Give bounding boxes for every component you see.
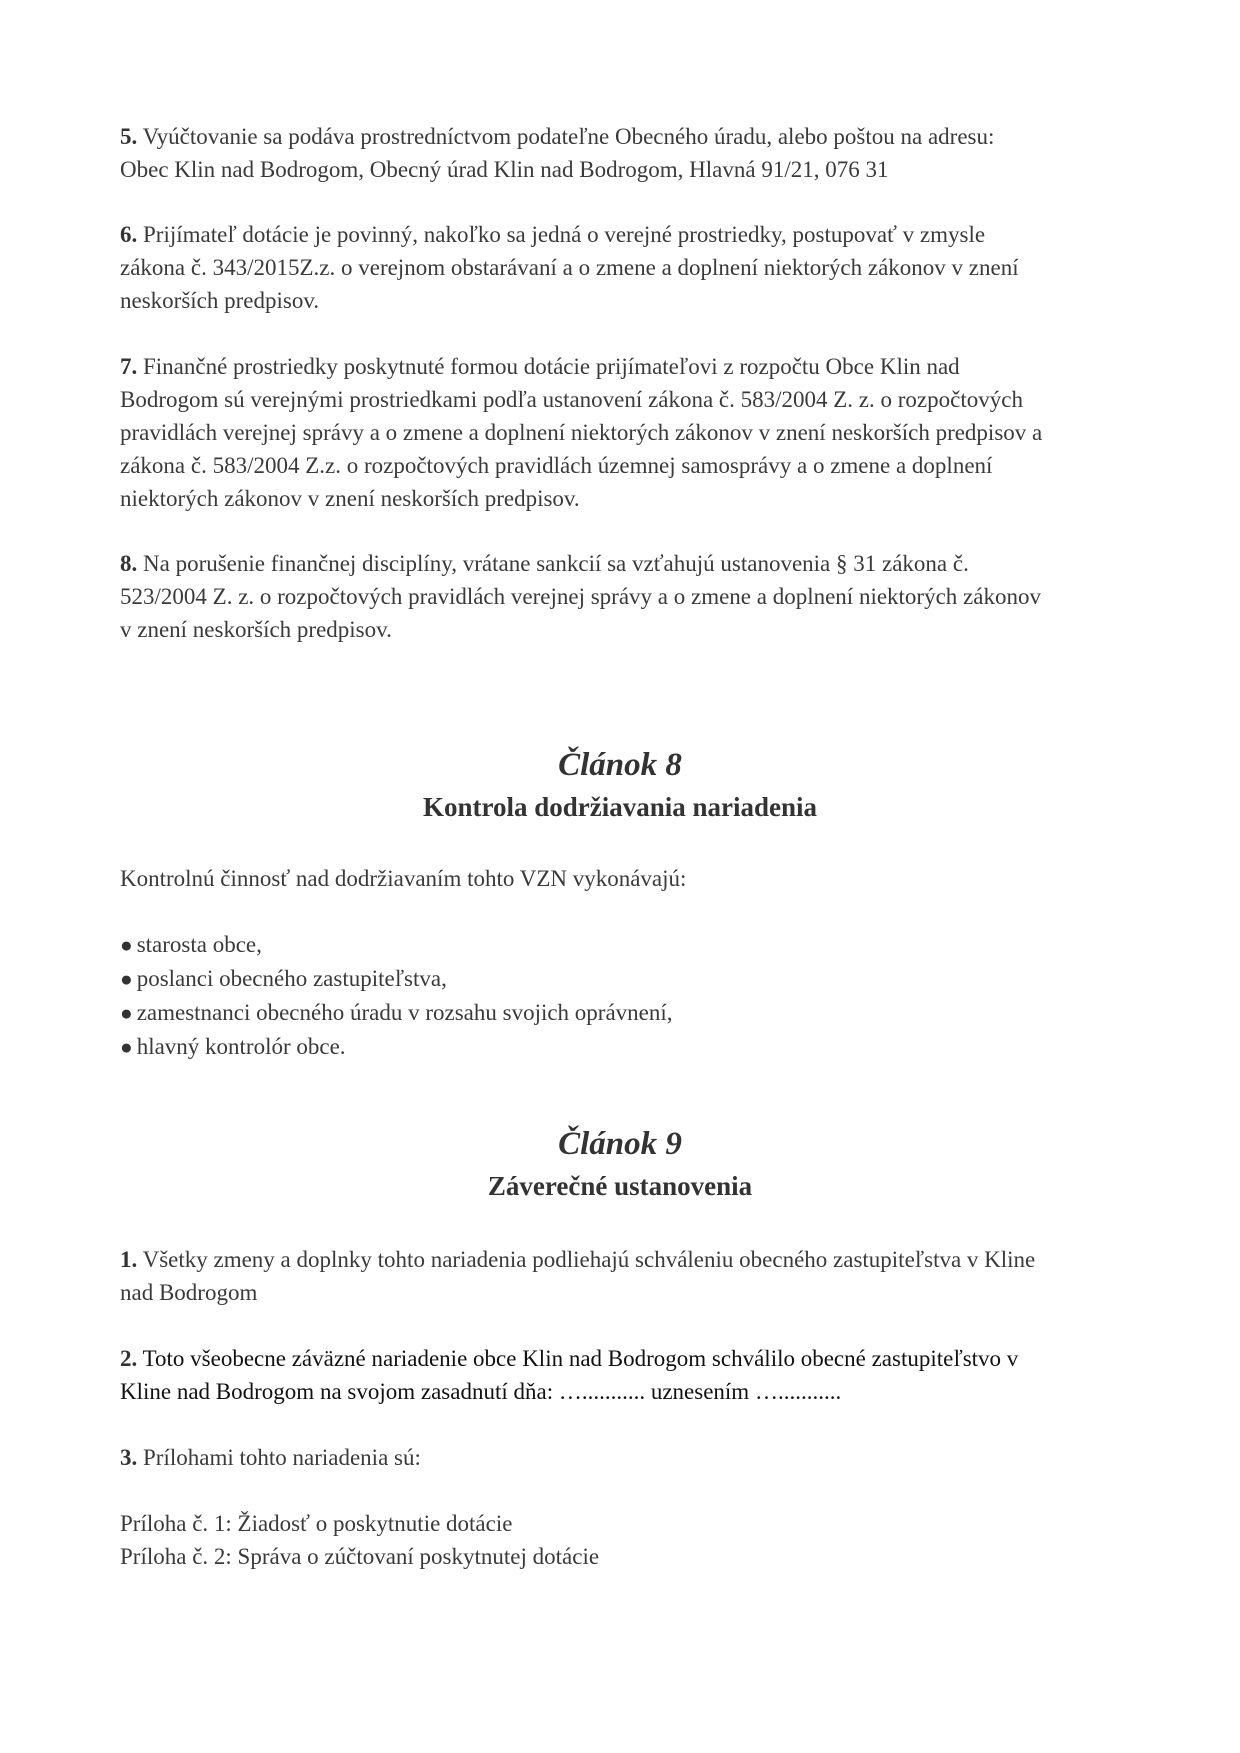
paragraph-number: 5. — [120, 124, 138, 149]
article-9-paragraph-2-line-1: 2. Toto všeobecne záväzné nariadenie obce Klin nad Bodrogom schválilo obecné zastupiteľstvo v — [120, 1346, 1019, 1371]
paragraph-number: 8. — [120, 551, 138, 576]
bullet-icon: ● — [120, 1035, 133, 1059]
paragraph-6 — [120, 218, 1140, 317]
paragraph-7-line-4: zákona č. 583/2004 Z.z. o rozpočtových pravidlách územnej samosprávy a o zmene a doplnení — [120, 453, 993, 478]
list-item: ● hlavný kontrolór obce. — [120, 1030, 1140, 1064]
list-item: ● zamestnanci obecného úradu v rozsahu svojich oprávnení, — [120, 996, 1140, 1030]
paragraph-number: 6. — [120, 222, 138, 247]
article-8-title: Článok 8 — [558, 747, 682, 783]
paragraph-5 — [120, 120, 1140, 186]
article-9-paragraph-1 — [120, 1243, 1140, 1309]
article-9-subtitle: Záverečné ustanovenia — [487, 1171, 753, 1201]
paragraph-8-line-1: 8. Na porušenie finančnej disciplíny, vrátane sankcií sa vzťahujú ustanovenia § 31 zákona č. — [120, 551, 969, 576]
annex-item: Príloha č. 2: Správa o zúčtovaní poskytnutej dotácie — [120, 1544, 600, 1569]
article-9-paragraph-2 — [120, 1342, 1140, 1408]
paragraph-7-line-2: Bodrogom sú verejnými prostriedkami podľa ustanovení zákona č. 583/2004 Z. z. o rozpočtových — [120, 387, 1023, 412]
paragraph-5-line-2: Obec Klin nad Bodrogom, Obecný úrad Klin nad Bodrogom, Hlavná 91/21, 076 31 — [120, 157, 889, 182]
paragraph-number: 7. — [120, 354, 138, 379]
paragraph-6-line-1: 6. Prijímateľ dotácie je povinný, nakoľko sa jedná o verejné prostriedky, postupovať v zmysle — [120, 222, 986, 247]
article-9-paragraph-1-line-2: nad Bodrogom — [120, 1280, 258, 1305]
paragraph-number: 3. — [120, 1445, 138, 1470]
list-item: ● starosta obce, — [120, 928, 1140, 962]
paragraph-7-line-3: pravidlách verejnej správy a o zmene a doplnení niektorých zákonov v znení neskorších predpisov a — [120, 420, 1043, 445]
bullet-icon: ● — [120, 933, 133, 957]
bullet-icon: ● — [120, 1001, 133, 1025]
paragraph-7 — [120, 350, 1140, 515]
paragraph-8-line-2: 523/2004 Z. z. o rozpočtových pravidlách verejnej správy a o zmene a doplnení niektorých zákonov — [120, 584, 1041, 609]
article-9-paragraph-3: 3. Prílohami tohto nariadenia sú: — [120, 1445, 421, 1470]
paragraph-number: 2. — [120, 1346, 138, 1371]
paragraph-8-line-3: v znení neskorších predpisov. — [120, 617, 392, 642]
annex-list — [120, 1507, 1140, 1573]
article-8-bullet-list — [120, 928, 1140, 1064]
list-item: ● poslanci obecného zastupiteľstva, — [120, 962, 1140, 996]
paragraph-number: 1. — [120, 1247, 138, 1272]
bullet-icon: ● — [120, 967, 133, 991]
article-9-title: Článok 9 — [558, 1126, 682, 1162]
paragraph-7-line-1: 7. Finančné prostriedky poskytnuté formou dotácie prijímateľovi z rozpočtu Obce Klin nad — [120, 354, 960, 379]
article-8-subtitle: Kontrola dodržiavania nariadenia — [422, 792, 818, 822]
article-9-paragraph-1-line-1: 1. Všetky zmeny a doplnky tohto nariadenia podliehajú schváleniu obecného zastupiteľstva v Kline — [120, 1247, 1036, 1272]
article-9-paragraph-2-line-2: Kline nad Bodrogom na svojom zasadnutí dňa: …........... uznesením …........... — [120, 1379, 842, 1404]
article-8-intro: Kontrolnú činnosť nad dodržiavaním tohto VZN vykonávajú: — [120, 866, 687, 891]
annex-item: Príloha č. 1: Žiadosť o poskytnutie dotácie — [120, 1511, 513, 1536]
paragraph-8 — [120, 547, 1140, 646]
paragraph-6-line-2: zákona č. 343/2015Z.z. o verejnom obstarávaní a o zmene a doplnení niektorých zákonov v znení — [120, 255, 1019, 280]
paragraph-6-line-3: neskorších predpisov. — [120, 288, 320, 313]
paragraph-5-line-1: 5. Vyúčtovanie sa podáva prostredníctvom podateľne Obecného úradu, alebo poštou na adresu: — [120, 124, 995, 149]
paragraph-7-line-5: niektorých zákonov v znení neskorších predpisov. — [120, 486, 580, 511]
